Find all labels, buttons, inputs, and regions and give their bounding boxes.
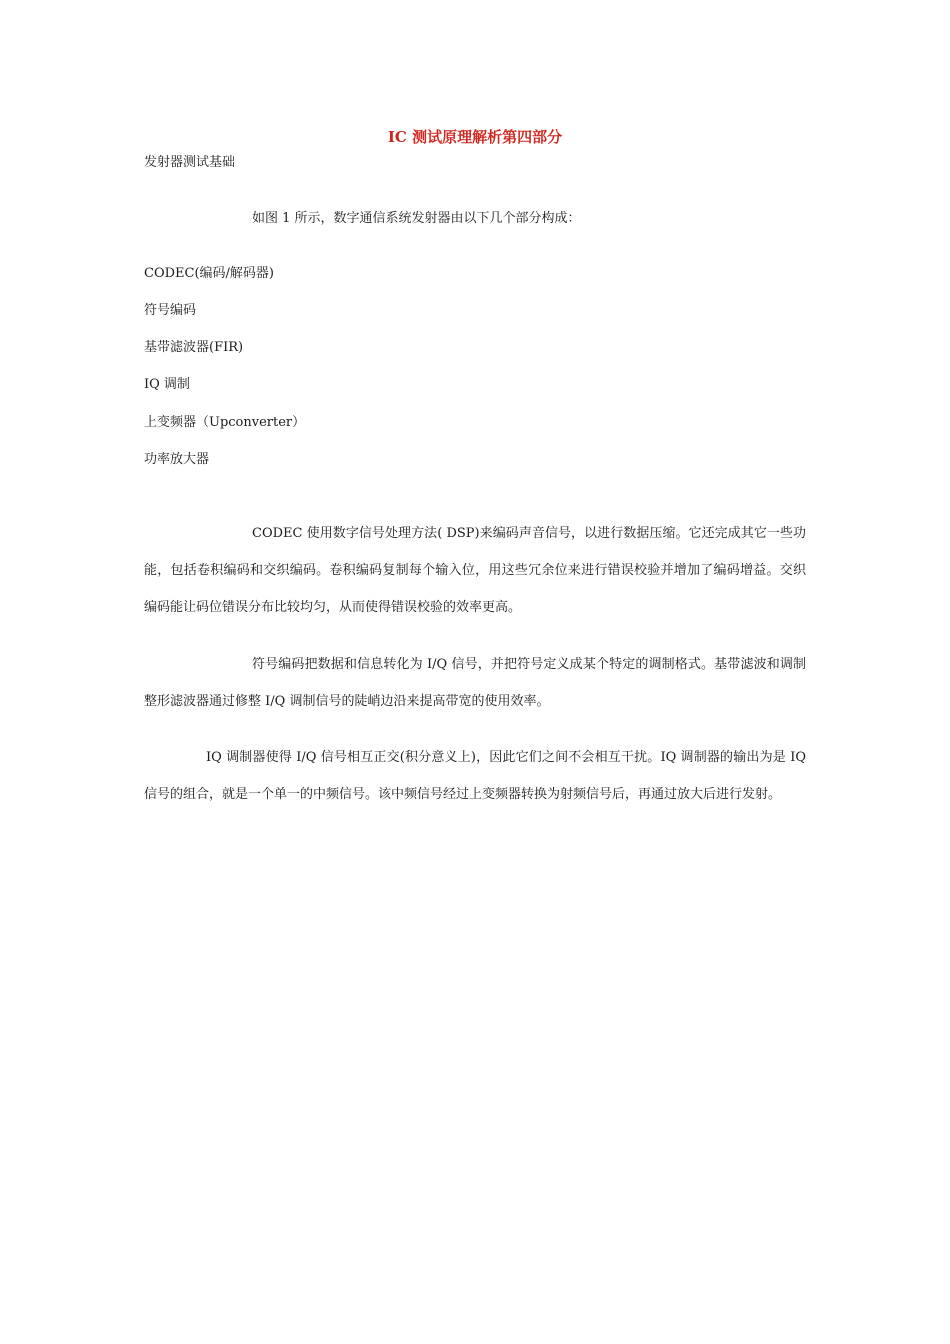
paragraph-codec: CODEC 使用数字信号处理方法( DSP)来编码声音信号，以进行数据压缩。它还完成其它一些功能，包括卷积编码和交织编码。卷积编码复制每个输入位，用这些冗余位来进行错误校验并增加了编码增益。交织编码能让码位错误分布比较均匀，从而使得错误校验的效率更高。 (144, 526, 806, 615)
component-iq-modulation: IQ 调制 (144, 377, 190, 392)
intro-text: 如图 1 所示，数字通信系统发射器由以下几个部分构成： (252, 211, 581, 226)
component-symbol-coding: 符号编码 (144, 303, 197, 318)
section-heading: 发射器测试基础 (144, 155, 236, 170)
component-codec: CODEC(编码/解码器) (144, 266, 274, 281)
component-upconverter: 上变频器（Upconverter） (144, 415, 306, 430)
paragraph-symbol-coding: 符号编码把数据和信息转化为 I/Q 信号，并把符号定义成某个特定的调制格式。基带滤波和调制整形滤波器通过修整 I/Q 调制信号的陡峭边沿来提高带宽的使用效率。 (144, 657, 806, 709)
component-baseband-filter: 基带滤波器(FIR) (144, 340, 244, 355)
component-power-amplifier: 功率放大器 (144, 452, 210, 467)
document-title: IC 测试原理解析第四部分 (387, 128, 563, 146)
paragraph-iq-modulator: IQ 调制器使得 I/Q 信号相互正交(积分意义上)，因此它们之间不会相互干扰。IQ 调制器的输出为是 IQ 信号的组合，就是一个单一的中频信号。该中频信号经过上变频器转换为射频信号后，再通过放大后进行发射。 (144, 750, 806, 802)
